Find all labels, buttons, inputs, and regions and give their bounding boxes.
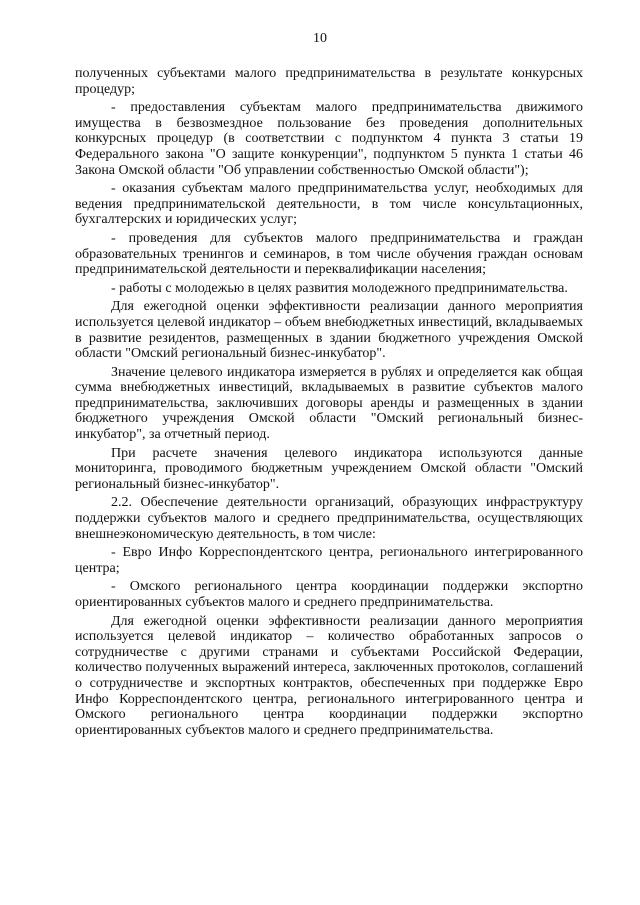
list-item-paragraph: - оказания субъектам малого предпринимательства услуг, необходимых для ведения предпринимательской деятельности, в том числе консультационных, бухгалтерских и юридических услуг; (75, 181, 583, 228)
paragraph: Для ежегодной оценки эффективности реализации данного мероприятия используется целевой индикатор – количество обработанных запросов о сотрудничестве с другими странами и субъектами Российской Федерации, количество полученных выражений интереса, заключенных протоколов, соглашений о сотрудничестве и экспортных контрактов, обеспеченных при поддержке Евро Инфо Корреспондентского центра, регионального интегрированного центра и Омского регионального центра координации поддержки экспортно ориентированных субъектов малого и среднего предпринимательства. (75, 613, 583, 738)
section-heading-paragraph: 2.2. Обеспечение деятельности организаций, образующих инфраструктуру поддержки субъектов малого и среднего предпринимательства, осуществляющих внешнеэкономическую деятельность, в том числе: (75, 495, 583, 542)
paragraph: Значение целевого индикатора измеряется в рублях и определяется как общая сумма внебюджетных инвестиций, вкладываемых в развитие субъектов малого предпринимательства, заключивших договоры аренды и размещенных в здании бюджетного учреждения Омской области "Омский региональный бизнес-инкубатор", за отчетный период. (75, 364, 583, 443)
list-item-paragraph: - Евро Инфо Корреспондентского центра, регионального интегрированного центра; (75, 545, 583, 576)
list-item-paragraph: - Омского регионального центра координации поддержки экспортно ориентированных субъектов малого и среднего предпринимательства. (75, 579, 583, 610)
paragraph: При расчете значения целевого индикатора используются данные мониторинга, проводимого бюджетным учреждением Омской области "Омский региональный бизнес-инкубатор". (75, 445, 583, 492)
paragraph: Для ежегодной оценки эффективности реализации данного мероприятия используется целевой индикатор – объем внебюджетных инвестиций, вкладываемых в развитие резидентов, размещенных в здании бюджетного учреждения Омской области "Омский региональный бизнес-инкубатор". (75, 299, 583, 362)
paragraph: полученных субъектами малого предпринимательства в результате конкурсных процедур; (75, 66, 583, 97)
list-item-paragraph: - предоставления субъектам малого предпринимательства движимого имущества в безвозмездное пользование без проведения дополнительных конкурсных процедур (в соответствии с подпунктом 4 пункта 3 статьи 19 Федерального закона "О защите конкуренции", подпунктом 5 пункта 1 статьи 46 Закона Омской области "Об управлении собственностью Омской области"); (75, 100, 583, 178)
page-number: 10 (313, 31, 327, 46)
list-item-paragraph: - работы с молодежью в целях развития молодежного предпринимательства. (111, 280, 568, 296)
document-body (75, 66, 583, 741)
list-item-paragraph: - проведения для субъектов малого предпринимательства и граждан образовательных тренингов и семинаров, в том числе обучения граждан основам предпринимательской деятельности и переквалификации населения; (75, 230, 583, 278)
